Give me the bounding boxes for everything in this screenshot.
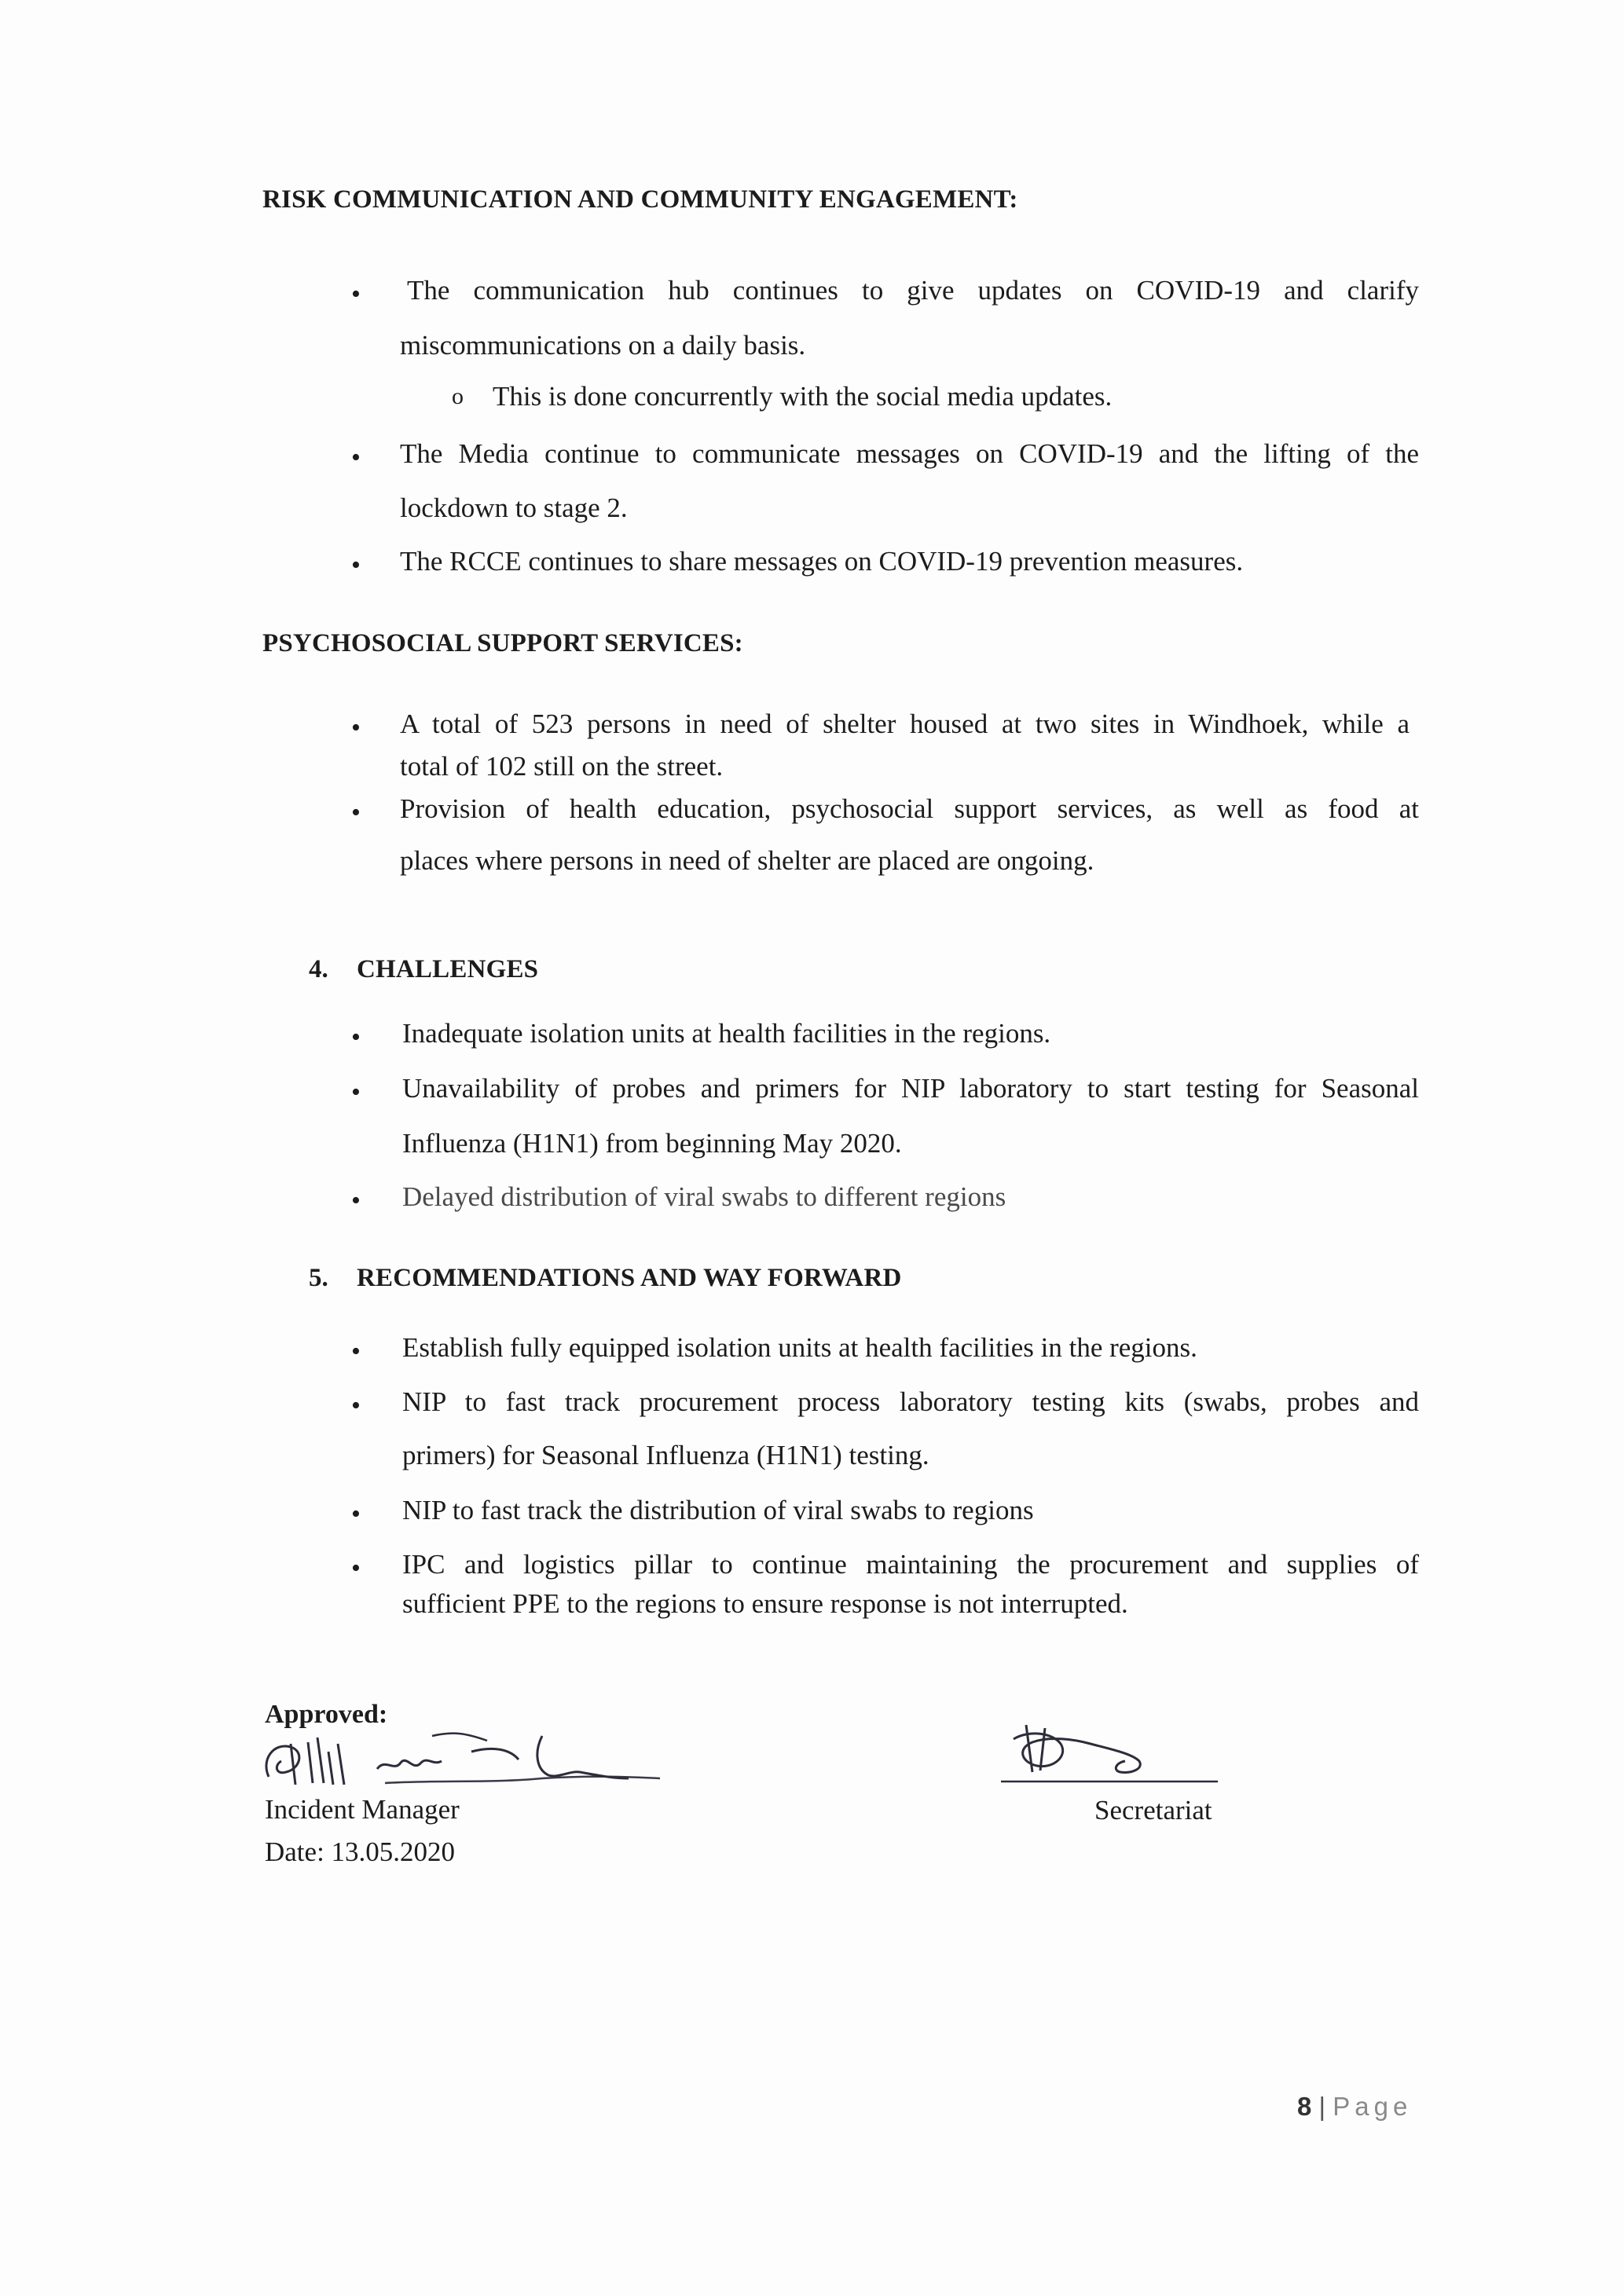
- secretariat-signature: [998, 1725, 1226, 1788]
- bullet-icon: •: [351, 1337, 361, 1366]
- section-number-challenges: 4.: [309, 955, 328, 983]
- bullet-icon: •: [351, 1078, 361, 1107]
- challenges-bullet-2-line-2: Influenza (H1N1) from beginning May 2020.: [402, 1128, 902, 1159]
- section-heading-psychosocial: PSYCHOSOCIAL SUPPORT SERVICES:: [262, 629, 743, 657]
- bullet-icon: •: [351, 280, 361, 309]
- rcce-bullet-3: The RCCE continues to share messages on COVID-19 prevention measures.: [400, 546, 1244, 577]
- psychosocial-bullet-1-line-1: A total of 523 persons in need of shelter housed at two sites in Windhoek, while a: [400, 709, 1410, 739]
- approved-label: Approved:: [265, 1700, 388, 1729]
- recommendations-bullet-4-line-1: IPC and logistics pillar to continue maintaining the procurement and supplies of: [402, 1549, 1419, 1580]
- challenges-bullet-3: Delayed distribution of viral swabs to different regions: [402, 1181, 1006, 1212]
- psychosocial-bullet-1-line-2: total of 102 still on the street.: [400, 751, 724, 782]
- approval-date: Date: 13.05.2020: [265, 1836, 456, 1867]
- section-number-recommendations: 5.: [309, 1264, 328, 1292]
- recommendations-bullet-4-line-2: sufficient PPE to the regions to ensure response is not interrupted.: [402, 1588, 1128, 1619]
- page-word: Page: [1333, 2092, 1413, 2121]
- recommendations-bullet-1: Establish fully equipped isolation units at health facilities in the regions.: [402, 1332, 1197, 1363]
- section-heading-recommendations: RECOMMENDATIONS AND WAY FORWARD: [357, 1264, 902, 1292]
- rcce-bullet-2-line-2: lockdown to stage 2.: [400, 493, 628, 523]
- bullet-icon: •: [351, 713, 361, 742]
- psychosocial-bullet-2-line-1: Provision of health education, psychosocial support services, as well as food at: [400, 793, 1419, 824]
- sub-bullet-icon: o: [452, 383, 464, 409]
- bullet-icon: •: [351, 1391, 361, 1420]
- recommendations-bullet-3: NIP to fast track the distribution of viral swabs to regions: [402, 1495, 1034, 1525]
- bullet-icon: •: [351, 1186, 361, 1215]
- rcce-bullet-1-line-2: miscommunications on a daily basis.: [400, 330, 806, 361]
- secretariat-label: Secretariat: [1094, 1795, 1212, 1825]
- bullet-icon: •: [351, 1554, 361, 1583]
- incident-manager-label: Incident Manager: [265, 1794, 460, 1825]
- challenges-bullet-2-line-1: Unavailability of probes and primers for NIP laboratory to start testing for Seasonal: [402, 1073, 1419, 1104]
- bullet-icon: •: [351, 443, 361, 472]
- bullet-icon: •: [351, 1500, 361, 1529]
- rcce-bullet-1-line-1: The communication hub continues to give updates on COVID-19 and clarify: [407, 275, 1419, 306]
- challenges-bullet-1: Inadequate isolation units at health facilities in the regions.: [402, 1018, 1051, 1049]
- rcce-bullet-2-line-1: The Media continue to communicate messages on COVID-19 and the lifting of the: [400, 438, 1419, 469]
- page-number-footer: [1297, 2092, 1412, 2122]
- bullet-icon: •: [351, 551, 361, 580]
- bullet-icon: •: [351, 798, 361, 827]
- page-separator: |: [1318, 2092, 1326, 2121]
- section-heading-rcce: RISK COMMUNICATION AND COMMUNITY ENGAGEMENT:: [262, 185, 1018, 214]
- recommendations-bullet-2-line-1: NIP to fast track procurement process laboratory testing kits (swabs, probes and: [402, 1386, 1419, 1417]
- psychosocial-bullet-2-line-2: places where persons in need of shelter are placed are ongoing.: [400, 845, 1094, 876]
- bullet-icon: •: [351, 1023, 361, 1052]
- page-number: 8: [1297, 2092, 1312, 2121]
- recommendations-bullet-2-line-2: primers) for Seasonal Influenza (H1N1) testing.: [402, 1440, 929, 1470]
- section-heading-challenges: CHALLENGES: [357, 955, 539, 983]
- rcce-sub-bullet: This is done concurrently with the social media updates.: [493, 381, 1113, 412]
